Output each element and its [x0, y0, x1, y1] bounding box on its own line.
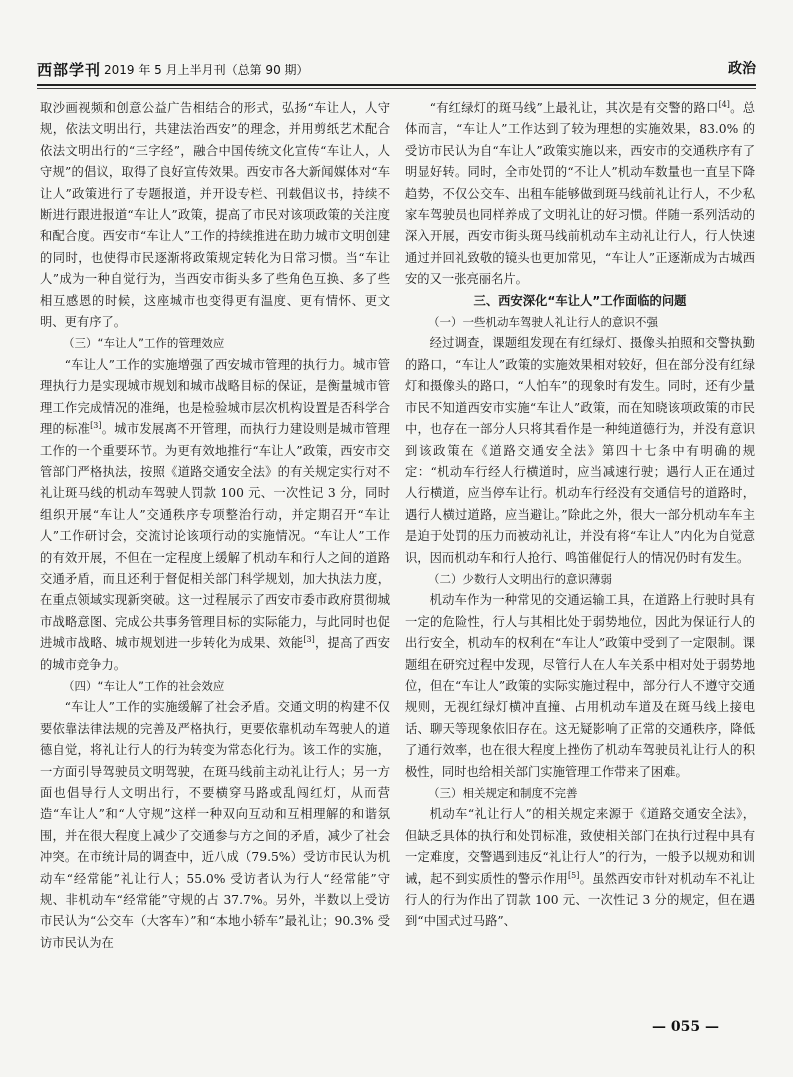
journal-logo: 西部学刊 — [37, 61, 102, 79]
subsection-heading: （四）“车让人”工作的社会效应 — [63, 678, 225, 693]
paragraph — [40, 355, 390, 676]
left-column — [40, 98, 390, 1018]
paragraph-text: ，提高了西安的城市竞争力。 — [40, 636, 390, 672]
paragraph-text: “车让人”工作的实施增强了西安城市管理的执行力。城市管理执行力是实现城市规划和城市战略目标的保证，是衡量城市管理工作完成情况的准绳，也是检验城市层次机构设置是否科学合理的标准 — [40, 357, 390, 437]
paragraph-text: 机动车“礼让行人”的相关规定来源于《道路交通安全法》，但缺乏具体的执行和处罚标准，致使相关部门在执行过程中具有一定难度，交警遇到违反“礼让行人”的行为，一般予以规劝和训诫，起不到实质性的警示作用 — [405, 807, 755, 886]
paragraph — [405, 98, 755, 291]
section-heading: 三、西安深化“车让人”工作面临的问题 — [473, 293, 687, 308]
header-rule-thin — [37, 88, 756, 89]
paragraph-text: “有红绿灯的斑马线”上最礼让，其次是有交警的路口 — [429, 101, 719, 115]
paragraph: 经过调查，课题组发现在有红绿灯、摄像头拍照和交警执勤的路口，“车让人”政策的实施效果相对较好，但在部分没有红绿灯和摄像头的路口，“人怕车”的现象时有发生。同时，还有少量市民不知道西安市实施“车让人”政策，而在知晓该项政策的市民中，也存在一部分人只将其看作是一种纯道德行为，并没有意识到该政策在《道路交通安全法》第四十七条中有明确的规定：“机动车行经人行横道时，应当减速行驶；遇行人正在通过人行横道，应当停车让行。机动车行经没有交通信号的道路时，遇行人横过道路，应当避让。”除此之外，很大一部分机动车车主是迫于处罚的压力而被动礼让，并没有将“车让人”内化为自觉意识，因而机动车和行人抢行、鸣笛催促行人的情况仍时有发生。 — [405, 336, 755, 565]
paragraph-text: 。城市发展离不开管理，而执行力建设则是城市管理工作的一个重要环节。为更有效地推行“车让人”政策，西安市交管部门严格执法，按照《道路交通安全法》的有关规定实行对不礼让斑马线的机动车驾驶人罚款 100 元、一次性记 3 分，同时组织开展“车让人”交通秩序专项整治行动，并定期召开“车让人”工作研讨会，交流讨论该项行动的实施情况。“车让人”工作的有效开展，不但在一定程度上缓解了机动车和行人之间的道路交通矛盾，而且还利于督促相关部门科学规划，加大执法力度，在重点领域实现新突破。这一过程展示了西安市委市政府贯彻城市战略意图、完成公共事务管理目标的实际能力，与此同时也促进城市战略、城市规划进一步转化为成果、效能 — [40, 422, 390, 651]
paragraph: 取沙画视频和创意公益广告相结合的形式，弘扬“车让人，人守规，依法文明出行，共建法治西安”的理念，并用剪纸艺术配合依法文明出行的“三字经”，融合中国传统文化宣传“车让人，人守规”的倡议，取得了良好宣传效果。西安市各大新闻媒体对“车让人”政策进行了专题报道，并开设专栏、刊载倡议书，持续不断进行跟进报道“车让人”政策，提高了市民对该项政策的关注度和配合度。西安市“车让人”工作的持续推进在助力城市文明创建的同时，也使得市民逐渐将政策规定转化为日常习惯。当“车让人”成为一种自觉行为，当西安市街头多了些角色互换、多了些相互感恩的时候，这座城市也变得更有温度、更有情怀、更文明、更有序了。 — [40, 101, 390, 330]
subsection-heading: （一）一些机动车驾驶人礼让行人的意识不强 — [428, 315, 658, 330]
page-header — [37, 58, 756, 82]
citation-ref: [3] — [303, 635, 315, 645]
right-column — [405, 98, 755, 1018]
subsection-heading: （三）“车让人”工作的管理效应 — [63, 336, 225, 351]
citation-ref: [4] — [718, 99, 730, 109]
subsection-heading: （二）少数行人文明出行的意识薄弱 — [428, 571, 612, 586]
paragraph-text: 。总体而言，“车让人”工作达到了较为理想的实施效果，83.0% 的受访市民认为自“车让人”政策实施以来，西安市的交通秩序有了明显好转。同时，全市处罚的“不让人”机动车数量也一直呈下降趋势，不仅公交车、出租车能够做到斑马线前礼让行人，不少私家车驾驶员也同样养成了文明礼让的好习惯。伴随一系列活动的深入开展，西安市街头斑马线前机动车主动礼让行人，行人快速通过并回礼致敬的镜头也更加常见，“车让人”正逐渐成为古城西安的又一张亮丽名片。 — [405, 101, 755, 287]
issue-info: 2019 年 5 月上半月刊（总第 90 期） — [104, 63, 309, 77]
section-tag: 政治 — [728, 61, 756, 77]
citation-ref: [3] — [90, 421, 102, 430]
citation-ref: [5] — [568, 870, 580, 880]
page-number: — 055 — — [652, 1019, 719, 1035]
paragraph-text: 。虽然西安市针对机动车不礼让行人的行为作出了罚款 100 元、一次性记 3 分的规定，但在遇到“中国式过马路”、 — [405, 871, 755, 929]
paragraph — [405, 804, 755, 932]
subsection-heading: （三）相关规定和制度不完善 — [428, 786, 578, 800]
paragraph: 机动车作为一种常见的交通运输工具，在道路上行驶时具有一定的危险性，行人与其相比处于弱势地位，因此为保证行人的出行安全，机动车的权利在“车让人”政策中受到了一定限制。课题组在研究过程中发现，尽管行人在人车关系中相对处于弱势地位，但在“车让人”政策的实际实施过程中，部分行人不遵守交通规则，无视红绿灯横冲直撞、占用机动车道及在斑马线上接电话、聊天等现象依旧存在。这无疑影响了正常的交通秩序，降低了通行效率，也在很大程度上挫伤了机动车驾驶员礼让行人的积极性，同时也给相关部门实施管理工作带来了困难。 — [405, 593, 755, 779]
paragraph: “车让人”工作的实施缓解了社会矛盾。交通文明的构建不仅要依靠法律法规的完善及严格执行，更要依靠机动车驾驶人的道德自觉，将礼让行人的行为转变为常态化行为。该工作的实施，一方面引导驾驶员文明驾驶，在斑马线前主动礼让行人；另一方面也倡导行人文明出行，不要横穿马路或乱闯红灯，从而营造“车让人”和“人守规”这样一种双向互动和互相理解的和谐氛围，并在很大程度上减少了交通参与方之间的矛盾，减少了社会冲突。在市统计局的调查中，近八成（79.5%）受访市民认为机动车“经常能”礼让行人；55.0% 受访者认为行人“经常能”守规、非机动车“经常能”守规的占 37.7%。另外，半数以上受访市民认为“公交车（大客车）”和“本地小轿车”最礼让；90.3% 受访市民认为在 — [40, 700, 390, 950]
header-rule — [37, 84, 756, 86]
